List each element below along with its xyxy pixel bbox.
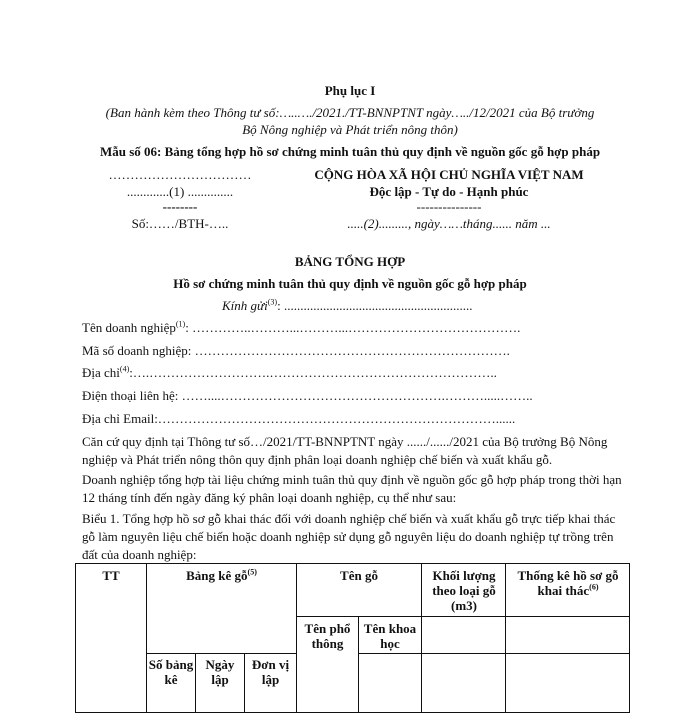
- form-title: Mẫu số 06: Bảng tổng hợp hồ sơ chứng minh tuân thủ quy định về nguồn gốc gỗ hợp pháp: [99, 144, 601, 159]
- appendix-title: Phụ lục I: [324, 83, 376, 98]
- left-org-name: .............(1) ..............: [126, 184, 234, 199]
- table-cell-empty-4: [421, 653, 506, 713]
- table-cell-empty-2: [505, 616, 630, 654]
- right-divider: ---------------: [416, 199, 482, 214]
- company-name-dots: : …………..………...………...………………………………….: [185, 320, 521, 335]
- header-bang-ke-footnote: (5): [247, 567, 257, 577]
- header-khoi-luong: Khối lượng theo loại gỗ (m3): [432, 568, 496, 613]
- header-don-vi-lap: Đơn vị lập: [251, 657, 290, 687]
- left-org-dots: ……………………………: [108, 167, 252, 182]
- table-cell-empty-3: [358, 653, 422, 713]
- document-number: Số:……/BTH-…..: [131, 216, 229, 231]
- header-thong-ke: [511, 568, 625, 598]
- header-ten-pho-thong: Tên phổ thông: [304, 621, 351, 651]
- issued-note-line1: (Ban hành kèm theo Thông tư số:…..…./2021./TT-BNNPTNT ngày…../12/2021 của Bộ trưởng: [105, 105, 595, 120]
- issued-note-line2: Bộ Nông nghiệp và Phát triển nông thôn): [242, 122, 458, 137]
- summary-title: BẢNG TỔNG HỢP: [294, 254, 406, 269]
- summary-intro-paragraph: Doanh nghiệp tổng hợp tài liệu chứng minh tuân thủ quy định về nguồn gốc gỗ hợp pháp trong thời hạn 12 tháng tính đến ngày đăng ký phân loại doanh nghiệp, cụ thể như sau:: [82, 472, 622, 505]
- header-so-bang-ke: Số bảng kê: [148, 657, 194, 687]
- header-bang-ke: [146, 568, 297, 583]
- national-motto: Độc lập - Tự do - Hạnh phúc: [369, 184, 529, 199]
- header-ten-khoa-hoc: Tên khoa học: [363, 621, 417, 651]
- legal-basis-paragraph: Căn cứ quy định tại Thông tư số…/2021/TT-BNNPTNT ngày ....../....../2021 của Bộ trưởng Bộ Nông nghiệp và Phát triển nông thôn quy định phân loại doanh nghiệp chế biến và xuất khẩu gỗ.: [82, 434, 608, 467]
- table-cell-tt: [75, 563, 147, 713]
- company-code-field: Mã số doanh nghiệp: ……………………………………………………………….: [82, 343, 510, 358]
- recipient-line: [222, 298, 472, 314]
- header-ngay-lap: Ngày lập: [205, 657, 235, 687]
- table-cell-empty-5: [505, 653, 630, 713]
- address-label: Địa chỉ: [82, 365, 120, 380]
- document-date: .....(2)........., ngày……tháng...... năm ...: [347, 216, 551, 231]
- company-name-footnote: (1): [175, 319, 186, 329]
- header-bang-ke-label: Bảng kê gỗ: [186, 568, 248, 583]
- address-dots: :….……………………….……………………………………………..: [129, 365, 497, 380]
- company-name-field: [82, 320, 520, 336]
- recipient-footnote: (3): [267, 297, 278, 307]
- header-thong-ke-footnote: (6): [589, 582, 599, 592]
- address-field: [82, 365, 497, 381]
- header-tt: TT: [102, 568, 120, 583]
- left-divider: --------: [162, 199, 198, 214]
- email-field: Địa chỉ Email:……………………………………………………………………......: [82, 411, 516, 426]
- address-footnote: (4): [119, 364, 130, 374]
- summary-subtitle: Hồ sơ chứng minh tuân thủ quy định về nguồn gốc gỗ hợp pháp: [173, 276, 527, 291]
- recipient-label: Kính gửi: [222, 298, 268, 313]
- company-name-label: Tên doanh nghiệp: [82, 320, 176, 335]
- recipient-value: : ..........................................................: [277, 298, 473, 313]
- country-name: CỘNG HÒA XÃ HỘI CHỦ NGHĨA VIỆT NAM: [314, 167, 584, 182]
- header-thong-ke-label: Thống kê hồ sơ gỗ khai thác: [517, 568, 619, 598]
- wood-records-table: [75, 563, 630, 713]
- table-cell-empty-1: [421, 616, 506, 654]
- header-ten-go: Tên gỗ: [340, 568, 378, 583]
- phone-field: Điện thoại liên hệ: ……....…………………………………………….……….....……..: [82, 388, 533, 403]
- schedule-1-paragraph: Biểu 1. Tổng hợp hồ sơ gỗ khai thác đối với doanh nghiệp chế biến và xuất khẩu gỗ trực tiếp khai thác gỗ làm nguyên liệu chế biến hoặc doanh nghiệp sử dụng gỗ nguyên liệu do doanh nghiệp tự trồng trên đất của doanh nghiệp:: [82, 511, 616, 562]
